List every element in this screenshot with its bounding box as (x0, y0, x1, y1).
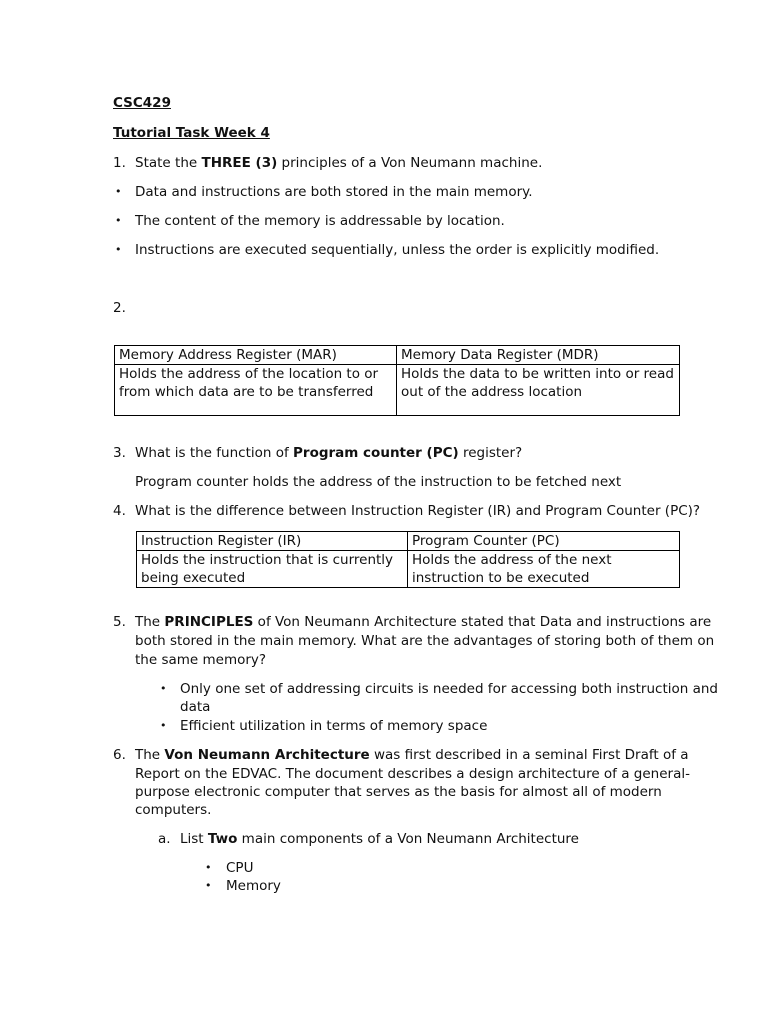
bullet-icon: • (160, 682, 167, 695)
ir-pc-table (136, 531, 680, 588)
q5-bullet-1-line-2: data (180, 699, 211, 715)
q6-item-1: CPU (226, 860, 254, 876)
q6-sub-text: List Two main components of a Von Neumann Architecture (180, 831, 579, 847)
q6-line-1: The Von Neumann Architecture was first described in a seminal First Draft of a (135, 747, 689, 763)
q1-number: 1. (113, 155, 126, 171)
bullet-icon: • (115, 185, 122, 198)
table-cell-ir: Holds the instruction that is currently being executed (137, 551, 408, 588)
page-title: Tutorial Task Week 4 (113, 125, 270, 141)
q5-bullet-1-line-1: Only one set of addressing circuits is needed for accessing both instruction and (180, 681, 719, 697)
table-cell-pc: Holds the address of the next instruction to be executed (408, 551, 680, 588)
q6-sub-label: a. (158, 831, 171, 847)
q3-answer: Program counter holds the address of the instruction to be fetched next (135, 474, 622, 490)
bullet-icon: • (205, 861, 212, 874)
q6-line-4: computers. (135, 802, 212, 818)
q3-text: What is the function of Program counter (PC) register? (135, 445, 523, 461)
q1-bullet-3: Instructions are executed sequentially, unless the order is explicitly modified. (135, 242, 660, 258)
bullet-icon: • (160, 719, 167, 732)
table-cell-mdr: Holds the data to be written into or read out of the address location (397, 365, 680, 416)
table-header-ir: Instruction Register (IR) (137, 532, 408, 551)
bullet-icon: • (115, 243, 122, 256)
q3-number: 3. (113, 445, 126, 461)
bullet-icon: • (115, 214, 122, 227)
q6-item-2: Memory (226, 878, 281, 894)
q5-bullet-2: Efficient utilization in terms of memory space (180, 718, 488, 734)
mar-mdr-table (114, 345, 680, 416)
table-header-mar: Memory Address Register (MAR) (115, 346, 397, 365)
q5-line-2: both stored in the main memory. What are the advantages of storing both of them on (135, 633, 715, 649)
q4-number: 4. (113, 503, 126, 519)
q5-line-3: the same memory? (135, 652, 267, 668)
q1-bullet-2: The content of the memory is addressable by location. (135, 213, 505, 229)
q1-bullet-1: Data and instructions are both stored in the main memory. (135, 184, 533, 200)
q5-number: 5. (113, 614, 126, 630)
table-header-pc: Program Counter (PC) (408, 532, 680, 551)
q5-line-1: The PRINCIPLES of Von Neumann Architecture stated that Data and instructions are (135, 614, 712, 630)
table-header-mdr: Memory Data Register (MDR) (397, 346, 680, 365)
q1-text: State the THREE (3) principles of a Von Neumann machine. (135, 155, 543, 171)
q2-number: 2. (113, 300, 126, 316)
q6-line-3: purpose electronic computer that serves as the basis for almost all of modern (135, 784, 662, 800)
course-code: CSC429 (113, 95, 171, 111)
q4-text: What is the difference between Instruction Register (IR) and Program Counter (PC)? (135, 503, 701, 519)
table-cell-mar: Holds the address of the location to or from which data are to be transferred (115, 365, 397, 416)
bullet-icon: • (205, 879, 212, 892)
q6-number: 6. (113, 747, 126, 763)
q6-line-2: Report on the EDVAC. The document describes a design architecture of a general- (135, 766, 690, 782)
